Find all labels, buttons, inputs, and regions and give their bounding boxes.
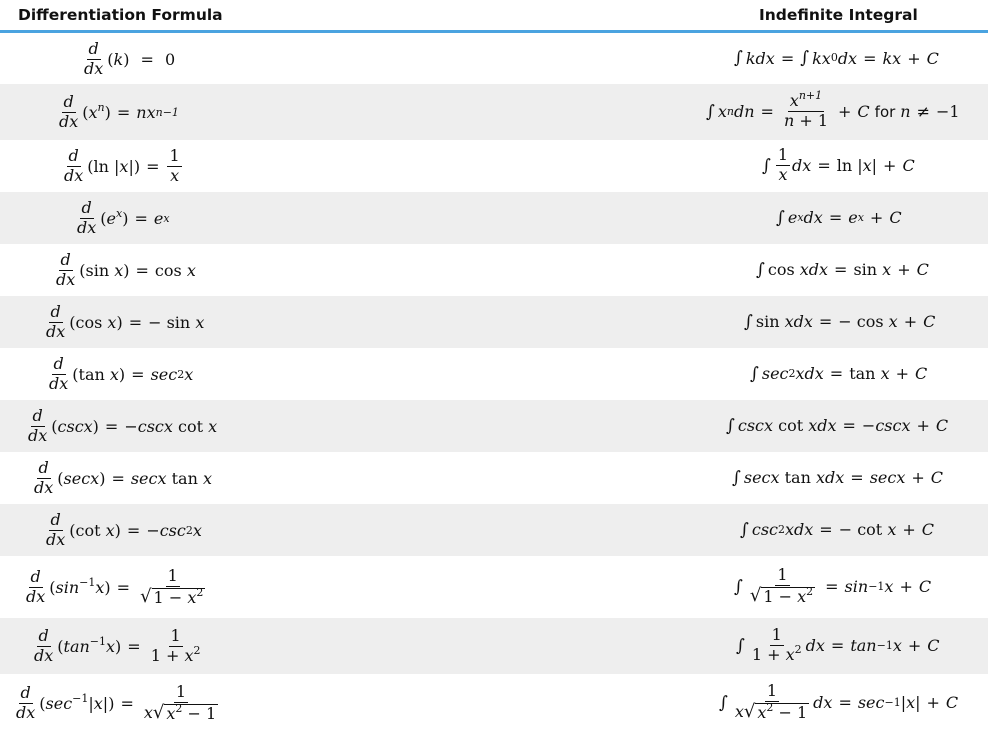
ddx-fraction: $\frac{d}{dx}$ bbox=[26, 566, 46, 606]
integral-formula bbox=[494, 296, 988, 348]
integral-formula bbox=[494, 32, 988, 84]
math-expression: $\frac{d}{dx}$ (ln |x|) = $\frac{1}{x}$ bbox=[64, 146, 180, 185]
integral-formula bbox=[494, 452, 988, 504]
integral-formula bbox=[494, 674, 988, 732]
integral-formula bbox=[494, 244, 988, 296]
math-expression: $\frac{d}{dx}$ (sin x) = cos x bbox=[56, 250, 196, 289]
derivative-formula bbox=[0, 400, 494, 452]
table-row bbox=[0, 32, 988, 84]
derivative-formula bbox=[0, 618, 494, 674]
ddx-fraction: $\frac{d}{dx}$ bbox=[28, 406, 48, 445]
math-expression: $\frac{d}{dx}$ (cscx) = − cscx cot x bbox=[28, 406, 218, 445]
derivative-rhs: (k) = 0 bbox=[107, 49, 176, 69]
derivative-formula bbox=[0, 84, 494, 140]
table-row bbox=[0, 504, 988, 556]
math-expression: ∫ 1 √ $1 - x^2$ = sin −1 x + C bbox=[734, 565, 932, 606]
math-expression: ∫ $\frac{1}{1 + x^2}$ dx = tan −1 x + C bbox=[736, 625, 940, 664]
integral-formula bbox=[494, 504, 988, 556]
math-expression: $\frac{d}{dx}$ $(x^n)$ = nx n−1 bbox=[59, 92, 179, 131]
math-expression: $\frac{d}{dx}$ $(\tan^{-1}x)$ = $\frac{1}{1 + x^2}$ bbox=[34, 626, 201, 665]
table-row bbox=[0, 192, 988, 244]
integral-formula bbox=[494, 556, 988, 618]
table-row bbox=[0, 140, 988, 192]
math-expression: ∫ cscx cot xdx = − cscx + C bbox=[726, 415, 949, 436]
derivative-formula bbox=[0, 32, 494, 84]
math-expression: ∫ csc 2 xdx = − cot x + C bbox=[740, 519, 934, 540]
ddx-fraction: $\frac{d}{dx}$ bbox=[59, 92, 79, 131]
ddx-fraction: $\frac{d}{dx}$ bbox=[49, 354, 69, 393]
ddx-fraction: $\frac{d}{dx}$ bbox=[46, 510, 66, 549]
derivative-formula bbox=[0, 452, 494, 504]
math-expression: $\frac{d}{dx}$ (cos x) = − sin x bbox=[46, 302, 205, 341]
derivative-formula bbox=[0, 556, 494, 618]
table-row bbox=[0, 400, 988, 452]
integral-formula bbox=[494, 84, 988, 140]
derivative-formula bbox=[0, 192, 494, 244]
math-expression: ∫ sec 2 xdx = tan x + C bbox=[750, 363, 928, 384]
ddx-fraction: $\frac{d}{dx}$ bbox=[77, 198, 97, 237]
integral-header: Indefinite Integral bbox=[494, 0, 988, 32]
ddx-fraction: $\frac{d}{dx}$ bbox=[56, 250, 76, 289]
table-row bbox=[0, 556, 988, 618]
derivative-formula bbox=[0, 244, 494, 296]
derivative-formula bbox=[0, 140, 494, 192]
math-expression bbox=[80, 38, 176, 78]
differentiation-header: Differentiation Formula bbox=[0, 0, 494, 32]
math-expression: ∫ secx tan xdx = secx + C bbox=[732, 467, 944, 488]
ddx-fraction: $\frac{d}{dx}$ bbox=[84, 38, 104, 78]
ddx-fraction: $\frac{d}{dx}$ bbox=[64, 146, 84, 185]
integral-formula bbox=[494, 618, 988, 674]
table-row bbox=[0, 618, 988, 674]
integral-formula bbox=[494, 400, 988, 452]
math-expression: ∫ x n dn = $\frac{x^{n+1}}{n + 1}$ + C for n ≠ −1 bbox=[706, 89, 960, 130]
table-row bbox=[0, 84, 988, 140]
math-expression: ∫ cos xdx = sin x + C bbox=[756, 259, 929, 280]
math-expression: ∫ sin xdx = − cos x + C bbox=[744, 311, 936, 332]
derivative-formula bbox=[0, 504, 494, 556]
math-expression: $\frac{d}{dx}$ (secx) = secx tan x bbox=[34, 458, 212, 497]
math-expression: ∫ kdx = ∫ kx 0 dx = kx + C bbox=[734, 48, 939, 69]
math-expression: $\frac{d}{dx}$ $(e^x)$ = e x bbox=[77, 198, 170, 237]
math-expression: $\frac{d}{dx}$ (tan x) = sec 2 x bbox=[49, 354, 194, 393]
ddx-fraction: $\frac{d}{dx}$ bbox=[16, 682, 36, 722]
integral-formula bbox=[494, 140, 988, 192]
derivative-formula bbox=[0, 674, 494, 732]
table-row bbox=[0, 348, 988, 400]
table-row bbox=[0, 674, 988, 732]
ddx-fraction: $\frac{d}{dx}$ bbox=[34, 626, 54, 665]
math-expression: $\frac{d}{dx}$ (cot x) = − csc 2 x bbox=[46, 510, 202, 549]
table-row bbox=[0, 244, 988, 296]
integral-formula bbox=[494, 348, 988, 400]
ddx-fraction: $\frac{d}{dx}$ bbox=[46, 302, 66, 341]
table-row bbox=[0, 296, 988, 348]
math-expression: ∫ $\frac{1}{x}$ dx = ln |x| + C bbox=[762, 145, 915, 184]
math-expression: ∫ 1 x √ $x^2 - 1$ dx = sec −1 |x| + C bbox=[719, 681, 959, 722]
math-expression: $\frac{d}{dx}$ $(\sec^{-1}|x|)$ = 1 x √ $x^2 - 1$ bbox=[16, 681, 217, 723]
header-row bbox=[0, 0, 988, 32]
derivative-formula bbox=[0, 348, 494, 400]
table-row bbox=[0, 452, 988, 504]
ddx-fraction: $\frac{d}{dx}$ bbox=[34, 458, 54, 497]
math-expression: $\frac{d}{dx}$ $(\sin^{-1}x)$ = 1 √ $1 - x^2$ bbox=[26, 565, 204, 607]
math-expression: ∫ e x dx = e x + C bbox=[776, 207, 902, 228]
integral-formula bbox=[494, 192, 988, 244]
derivative-formula bbox=[0, 296, 494, 348]
